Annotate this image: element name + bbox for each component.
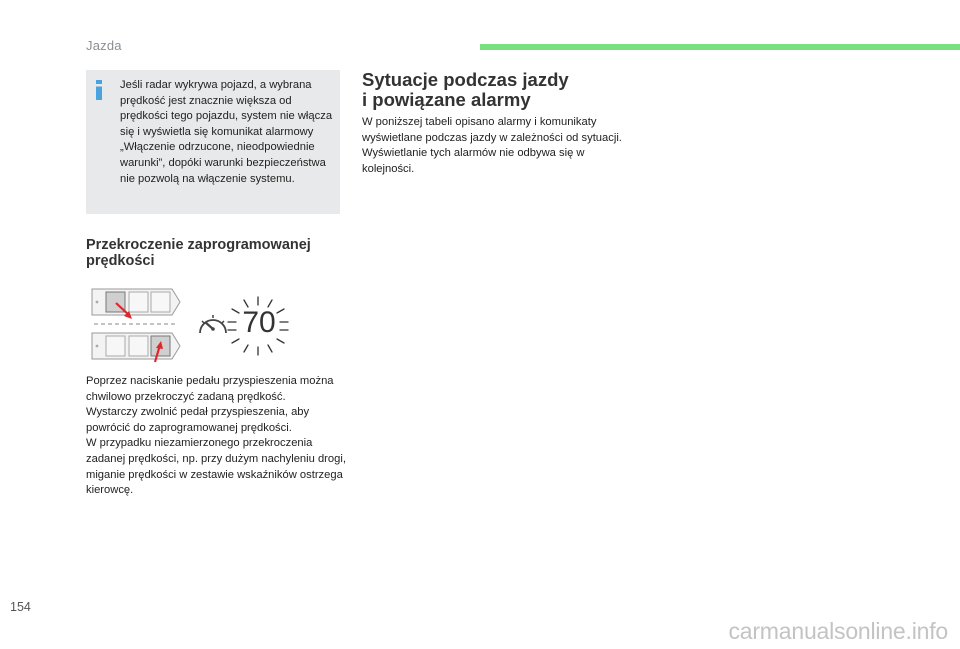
watermark: carmanualsonline.info [728, 618, 948, 644]
section-heading-driving-situations [362, 70, 662, 110]
steering-control-icon [86, 285, 186, 365]
info-text: Jeśli radar wykrywa pojazd, a wybrana prędkość jest znacznie większa od prędkości tego pojazdu, system nie włącza się i wyświetla się komunikat alarmowy „Włączenie odrzucone, nieodpowiednie warunki”, dopóki warunki bezpieczeństwa nie pozwolą na włączenie systemu. [120, 79, 333, 185]
heading-line-2: i powiązane alarmy [362, 89, 531, 110]
info-icon [94, 80, 104, 100]
paragraph: W poniższej tabeli opisano alarmy i komunikaty wyświetlane podczas jazdy w zależności od sytuacji. [362, 116, 622, 144]
heading-line-1: Przekroczenie zaprogramowanej [86, 237, 311, 253]
header-accent-bar [480, 44, 960, 50]
heading-line-1: Sytuacje podczas jazdy [362, 69, 569, 90]
speed-exceeded-text [86, 374, 346, 499]
paragraph: Poprzez naciskanie pedału przyspieszenia można chwilowo przekroczyć zadaną prędkość. [86, 375, 334, 403]
page-number: 154 [10, 600, 31, 614]
speed-illustration [86, 285, 311, 365]
section-heading-speed-exceeded [86, 237, 351, 269]
speed-value: 70 [242, 306, 276, 339]
driving-situations-text [362, 115, 632, 177]
heading-line-2: prędkości [86, 253, 155, 269]
paragraph: Wystarczy zwolnić pedał przyspieszenia, aby powrócić do zaprogramowanej prędkości. [86, 406, 310, 434]
info-box [86, 70, 340, 214]
paragraph: Wyświetlanie tych alarmów nie odbywa się w kolejności. [362, 147, 585, 175]
header-title: Jazda [86, 38, 122, 53]
paragraph: W przypadku niezamierzonego przekroczenia zadanej prędkości, np. przy dużym nachyleniu drogi, miganie prędkości w zestawie wskaźników ostrzega kierowcę. [86, 437, 346, 497]
